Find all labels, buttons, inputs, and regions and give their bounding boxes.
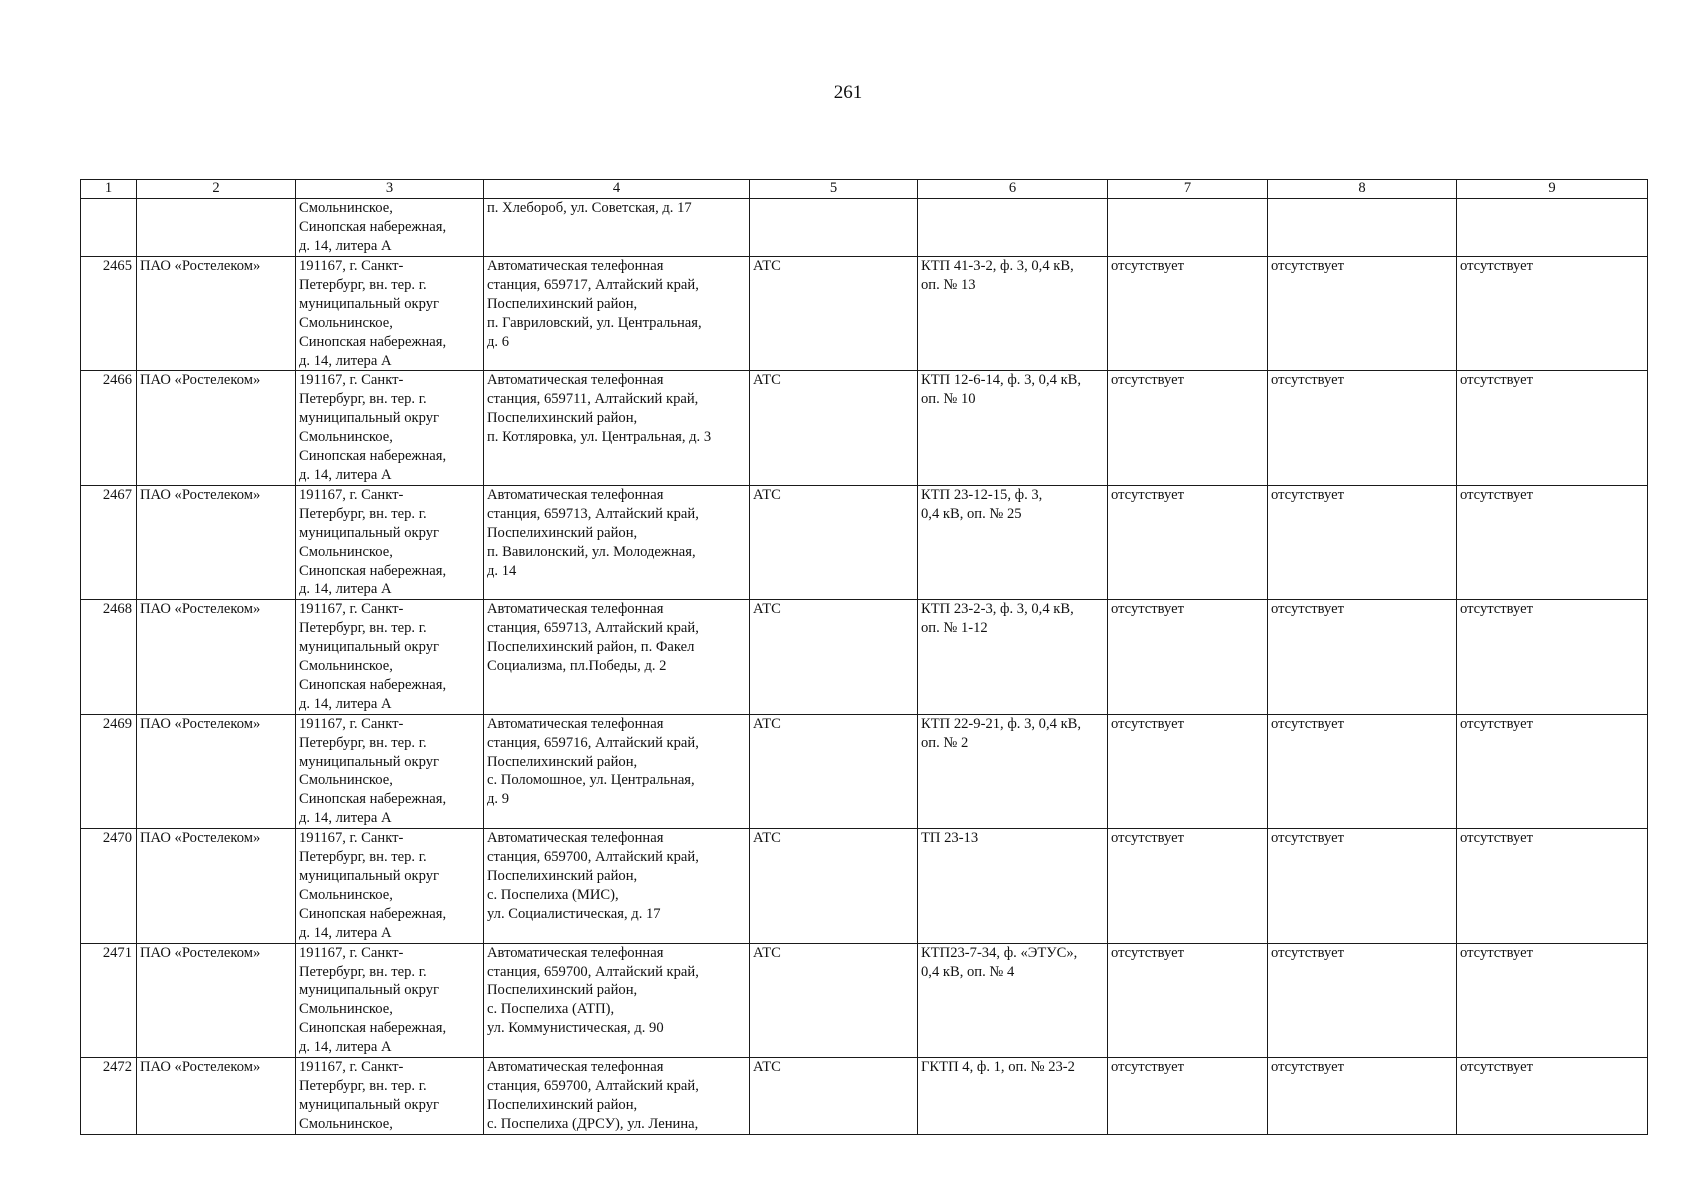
table-row bbox=[81, 257, 1648, 371]
cell-number: 2471 bbox=[81, 943, 137, 1057]
cell-col7: отсутствует bbox=[1108, 600, 1268, 714]
cell-object-line: Автоматическая телефонная bbox=[487, 486, 664, 503]
cell-power-source-line: КТП 41-3-2, ф. 3, 0,4 кВ, bbox=[921, 258, 1074, 274]
cell-owner-address-line: 191167, г. Санкт- bbox=[299, 486, 404, 503]
table-row-continuation bbox=[81, 199, 1648, 257]
cell-number: 2466 bbox=[81, 371, 137, 485]
cell-object-line: д. 6 bbox=[487, 333, 510, 350]
cell-object-line: Поспелихинский район, bbox=[487, 982, 638, 999]
cell-power-source-line: КТП23-7-34, ф. «ЭТУС», bbox=[921, 944, 1078, 961]
cell-object bbox=[484, 943, 750, 1057]
cell-type: АТС bbox=[750, 829, 918, 943]
cell-col9: отсутствует bbox=[1457, 1058, 1648, 1135]
cell-object-line: с. Поспелиха (МИС), bbox=[487, 886, 619, 903]
cell-col7: отсутствует bbox=[1108, 714, 1268, 828]
cell-object-line: с. Поспелиха (АТП), bbox=[487, 1001, 615, 1018]
cell-owner-address-line: 191167, г. Санкт- bbox=[299, 715, 404, 732]
cell-power-source-line: оп. № 13 bbox=[921, 276, 976, 293]
cell-object-line: д. 9 bbox=[487, 791, 510, 808]
cell-owner-address-line: муниципальный округ bbox=[299, 868, 439, 884]
cell-owner-address-line: Петербург, вн. тер. г. bbox=[299, 505, 427, 522]
cell-owner-address-line: Синопская набережная, bbox=[299, 1020, 447, 1037]
registry-table bbox=[80, 179, 1648, 1135]
cell-power-source-line: 0,4 кВ, оп. № 4 bbox=[921, 963, 1015, 980]
cell-owner-address-line: Петербург, вн. тер. г. bbox=[299, 734, 427, 751]
cell-owner-address-line: д. 14, литера А bbox=[299, 924, 392, 941]
cell-col7: отсутствует bbox=[1108, 943, 1268, 1057]
cell-col7: отсутствует bbox=[1108, 257, 1268, 371]
cell-col8: отсутствует bbox=[1268, 257, 1457, 371]
cell-col8: отсутствует bbox=[1268, 600, 1457, 714]
cell-power-source bbox=[918, 600, 1108, 714]
cell-object-line: Автоматическая телефонная bbox=[487, 830, 664, 847]
cell-owner: ПАО «Ростелеком» bbox=[137, 714, 296, 828]
cell-owner bbox=[137, 199, 296, 257]
cell-power-source-line: КТП 12-6-14, ф. 3, 0,4 кВ, bbox=[921, 372, 1082, 389]
cell-power-source bbox=[918, 485, 1108, 599]
cell-power-source-line: 0,4 кВ, оп. № 25 bbox=[921, 505, 1022, 522]
cell-object-line: станция, 659711, Алтайский край, bbox=[487, 391, 699, 408]
cell-power-source-line: оп. № 1-12 bbox=[921, 620, 988, 637]
cell-power-source-line: оп. № 10 bbox=[921, 391, 976, 408]
cell-owner-address-line: д. 14, литера А bbox=[299, 1039, 392, 1056]
cell-power-source bbox=[918, 199, 1108, 257]
header-row bbox=[81, 180, 1648, 199]
cell-col9 bbox=[1457, 199, 1648, 257]
cell-object bbox=[484, 485, 750, 599]
cell-object-line: станция, 659717, Алтайский край, bbox=[487, 276, 699, 293]
cell-owner-address-line: муниципальный округ bbox=[299, 639, 439, 656]
cell-object-line: Поспелихинский район, bbox=[487, 868, 638, 884]
cell-object-line: станция, 659700, Алтайский край, bbox=[487, 963, 699, 980]
cell-type bbox=[750, 199, 918, 257]
cell-owner-address-line: Петербург, вн. тер. г. bbox=[299, 849, 427, 866]
cell-object-line: Автоматическая телефонная bbox=[487, 1059, 664, 1076]
header-col-9: 9 bbox=[1457, 180, 1648, 199]
cell-owner-address-line: Смольнинское, bbox=[299, 658, 393, 675]
cell-object-line: Автоматическая телефонная bbox=[487, 372, 664, 389]
cell-object-line: ул. Социалистическая, д. 17 bbox=[487, 905, 661, 922]
cell-owner-address-line: Смольнинское, bbox=[299, 429, 393, 446]
cell-object bbox=[484, 1058, 750, 1135]
cell-owner-address-line: 191167, г. Санкт- bbox=[299, 372, 404, 389]
cell-owner-address-line: Синопская набережная, bbox=[299, 791, 447, 808]
header-col-1: 1 bbox=[81, 180, 137, 199]
cell-owner-address bbox=[296, 257, 484, 371]
cell-col7 bbox=[1108, 199, 1268, 257]
cell-col8 bbox=[1268, 199, 1457, 257]
cell-owner-address-line: Смольнинское, bbox=[299, 200, 393, 216]
cell-col9: отсутствует bbox=[1457, 600, 1648, 714]
cell-owner: ПАО «Ростелеком» bbox=[137, 257, 296, 371]
cell-object bbox=[484, 199, 750, 257]
cell-power-source bbox=[918, 371, 1108, 485]
cell-object-line: Поспелихинский район, bbox=[487, 410, 638, 427]
cell-col8: отсутствует bbox=[1268, 714, 1457, 828]
cell-col8: отсутствует bbox=[1268, 829, 1457, 943]
cell-owner-address-line: Синопская набережная, bbox=[299, 333, 447, 350]
cell-object bbox=[484, 600, 750, 714]
table-header bbox=[81, 180, 1648, 199]
cell-power-source-line: ТП 23-13 bbox=[921, 830, 979, 847]
cell-owner: ПАО «Ростелеком» bbox=[137, 829, 296, 943]
cell-power-source bbox=[918, 1058, 1108, 1135]
cell-object bbox=[484, 257, 750, 371]
cell-owner-address-line: д. 14, литера А bbox=[299, 695, 392, 712]
cell-owner-address-line: 191167, г. Санкт- bbox=[299, 830, 404, 847]
header-col-5: 5 bbox=[750, 180, 918, 199]
cell-object-line: п. Котляровка, ул. Центральная, д. 3 bbox=[487, 429, 712, 446]
cell-owner-address-line: Петербург, вн. тер. г. bbox=[299, 1077, 427, 1094]
cell-owner-address-line: Смольнинское, bbox=[299, 1001, 393, 1018]
cell-object-line: Поспелихинский район, bbox=[487, 1096, 638, 1113]
cell-object-line: станция, 659713, Алтайский край, bbox=[487, 505, 699, 522]
cell-power-source-line: КТП 23-12-15, ф. 3, bbox=[921, 486, 1043, 503]
cell-col8: отсутствует bbox=[1268, 1058, 1457, 1135]
cell-col8: отсутствует bbox=[1268, 485, 1457, 599]
cell-type: АТС bbox=[750, 600, 918, 714]
cell-owner-address-line: Смольнинское, bbox=[299, 314, 393, 331]
cell-owner-address-line: д. 14, литера А bbox=[299, 581, 392, 598]
header-col-3: 3 bbox=[296, 180, 484, 199]
cell-object-line: с. Поломошное, ул. Центральная, bbox=[487, 772, 695, 789]
cell-object-line: Социализма, пл.Победы, д. 2 bbox=[487, 658, 667, 675]
cell-object-line: станция, 659716, Алтайский край, bbox=[487, 734, 699, 751]
cell-power-source bbox=[918, 714, 1108, 828]
cell-owner-address-line: муниципальный округ bbox=[299, 753, 439, 770]
cell-object-line: Поспелихинский район, п. Факел bbox=[487, 639, 695, 656]
cell-owner-address-line: д. 14, литера А bbox=[299, 466, 392, 483]
cell-object-line: ул. Коммунистическая, д. 90 bbox=[487, 1020, 664, 1037]
cell-object bbox=[484, 829, 750, 943]
cell-owner: ПАО «Ростелеком» bbox=[137, 600, 296, 714]
header-col-6: 6 bbox=[918, 180, 1108, 199]
cell-col7: отсутствует bbox=[1108, 485, 1268, 599]
cell-owner-address-line: Смольнинское, bbox=[299, 772, 393, 789]
cell-owner-address bbox=[296, 199, 484, 257]
cell-number: 2465 bbox=[81, 257, 137, 371]
cell-power-source bbox=[918, 829, 1108, 943]
table-row bbox=[81, 829, 1648, 943]
cell-col8: отсутствует bbox=[1268, 371, 1457, 485]
cell-col7: отсутствует bbox=[1108, 1058, 1268, 1135]
cell-owner: ПАО «Ростелеком» bbox=[137, 371, 296, 485]
cell-number: 2470 bbox=[81, 829, 137, 943]
cell-number: 2472 bbox=[81, 1058, 137, 1135]
cell-owner-address-line: муниципальный округ bbox=[299, 410, 439, 427]
cell-owner-address-line: д. 14, литера А bbox=[299, 237, 392, 254]
cell-owner-address bbox=[296, 714, 484, 828]
cell-object-line: Поспелихинский район, bbox=[487, 753, 638, 770]
cell-owner-address-line: Петербург, вн. тер. г. bbox=[299, 963, 427, 980]
cell-owner-address bbox=[296, 1058, 484, 1135]
cell-owner-address-line: Петербург, вн. тер. г. bbox=[299, 276, 427, 293]
table-body bbox=[81, 199, 1648, 1135]
cell-owner-address-line: Смольнинское, bbox=[299, 1115, 393, 1132]
cell-number bbox=[81, 199, 137, 257]
cell-power-source-line: ГКТП 4, ф. 1, оп. № 23-2 bbox=[921, 1059, 1075, 1076]
cell-owner-address bbox=[296, 600, 484, 714]
cell-object-line: станция, 659700, Алтайский край, bbox=[487, 1077, 699, 1094]
page-number: 261 bbox=[833, 82, 863, 103]
cell-object-line: п. Вавилонский, ул. Молодежная, bbox=[487, 543, 696, 560]
cell-object-line: станция, 659713, Алтайский край, bbox=[487, 620, 699, 637]
cell-col9: отсутствует bbox=[1457, 371, 1648, 485]
cell-owner-address-line: Петербург, вн. тер. г. bbox=[299, 391, 427, 408]
cell-power-source bbox=[918, 257, 1108, 371]
cell-object bbox=[484, 371, 750, 485]
cell-col9: отсутствует bbox=[1457, 943, 1648, 1057]
cell-owner-address-line: д. 14, литера А bbox=[299, 352, 392, 369]
cell-owner-address-line: Синопская набережная, bbox=[299, 905, 447, 922]
table-row bbox=[81, 485, 1648, 599]
cell-owner-address-line: 191167, г. Санкт- bbox=[299, 258, 404, 274]
cell-owner-address-line: муниципальный округ bbox=[299, 524, 439, 541]
cell-owner-address-line: Смольнинское, bbox=[299, 543, 393, 560]
cell-owner-address bbox=[296, 829, 484, 943]
cell-owner-address-line: муниципальный округ bbox=[299, 982, 439, 999]
cell-power-source bbox=[918, 943, 1108, 1057]
table-row-partial bbox=[81, 1058, 1648, 1135]
cell-owner-address-line: 191167, г. Санкт- bbox=[299, 601, 404, 618]
cell-type: АТС bbox=[750, 485, 918, 599]
cell-owner-address-line: Петербург, вн. тер. г. bbox=[299, 620, 427, 637]
cell-object-line: Поспелихинский район, bbox=[487, 295, 638, 312]
table-row bbox=[81, 943, 1648, 1057]
cell-owner-address-line: 191167, г. Санкт- bbox=[299, 1059, 404, 1076]
cell-owner-address-line: муниципальный округ bbox=[299, 295, 439, 312]
cell-type: АТС bbox=[750, 943, 918, 1057]
table-row bbox=[81, 371, 1648, 485]
cell-object-line: Автоматическая телефонная bbox=[487, 715, 664, 732]
cell-object-line: Автоматическая телефонная bbox=[487, 258, 664, 274]
cell-owner-address-line: д. 14, литера А bbox=[299, 810, 392, 827]
cell-col9: отсутствует bbox=[1457, 485, 1648, 599]
cell-number: 2468 bbox=[81, 600, 137, 714]
cell-power-source-line: КТП 22-9-21, ф. 3, 0,4 кВ, bbox=[921, 715, 1082, 732]
cell-object-line: п. Хлебороб, ул. Советская, д. 17 bbox=[487, 200, 692, 216]
cell-col9: отсутствует bbox=[1457, 829, 1648, 943]
cell-owner-address bbox=[296, 371, 484, 485]
cell-owner-address-line: Синопская набережная, bbox=[299, 218, 447, 235]
cell-object-line: п. Гавриловский, ул. Центральная, bbox=[487, 314, 702, 331]
cell-power-source-line: КТП 23-2-3, ф. 3, 0,4 кВ, bbox=[921, 601, 1074, 618]
cell-owner-address-line: муниципальный округ bbox=[299, 1096, 439, 1113]
cell-type: АТС bbox=[750, 371, 918, 485]
cell-object-line: станция, 659700, Алтайский край, bbox=[487, 849, 699, 866]
cell-object-line: Поспелихинский район, bbox=[487, 524, 638, 541]
cell-owner-address-line: Синопская набережная, bbox=[299, 448, 447, 465]
cell-number: 2469 bbox=[81, 714, 137, 828]
header-col-7: 7 bbox=[1108, 180, 1268, 199]
cell-owner: ПАО «Ростелеком» bbox=[137, 485, 296, 599]
cell-col9: отсутствует bbox=[1457, 257, 1648, 371]
cell-col7: отсутствует bbox=[1108, 371, 1268, 485]
cell-owner-address-line: 191167, г. Санкт- bbox=[299, 944, 404, 961]
cell-col8: отсутствует bbox=[1268, 943, 1457, 1057]
cell-col7: отсутствует bbox=[1108, 829, 1268, 943]
cell-object-line: Автоматическая телефонная bbox=[487, 601, 664, 618]
cell-object bbox=[484, 714, 750, 828]
table-row bbox=[81, 714, 1648, 828]
table-row bbox=[81, 600, 1648, 714]
header-col-2: 2 bbox=[137, 180, 296, 199]
cell-owner: ПАО «Ростелеком» bbox=[137, 1058, 296, 1135]
cell-owner-address bbox=[296, 943, 484, 1057]
cell-owner-address bbox=[296, 485, 484, 599]
cell-object-line: д. 14 bbox=[487, 562, 517, 579]
cell-type: АТС bbox=[750, 257, 918, 371]
cell-type: АТС bbox=[750, 1058, 918, 1135]
cell-number: 2467 bbox=[81, 485, 137, 599]
cell-type: АТС bbox=[750, 714, 918, 828]
cell-object-line: Автоматическая телефонная bbox=[487, 944, 664, 961]
cell-owner-address-line: Синопская набережная, bbox=[299, 676, 447, 693]
cell-object-line: с. Поспелиха (ДРСУ), ул. Ленина, bbox=[487, 1115, 699, 1132]
cell-owner: ПАО «Ростелеком» bbox=[137, 943, 296, 1057]
cell-power-source-line: оп. № 2 bbox=[921, 734, 969, 751]
header-col-4: 4 bbox=[484, 180, 750, 199]
cell-owner-address-line: Синопская набережная, bbox=[299, 562, 447, 579]
header-col-8: 8 bbox=[1268, 180, 1457, 199]
cell-col9: отсутствует bbox=[1457, 714, 1648, 828]
cell-owner-address-line: Смольнинское, bbox=[299, 886, 393, 903]
